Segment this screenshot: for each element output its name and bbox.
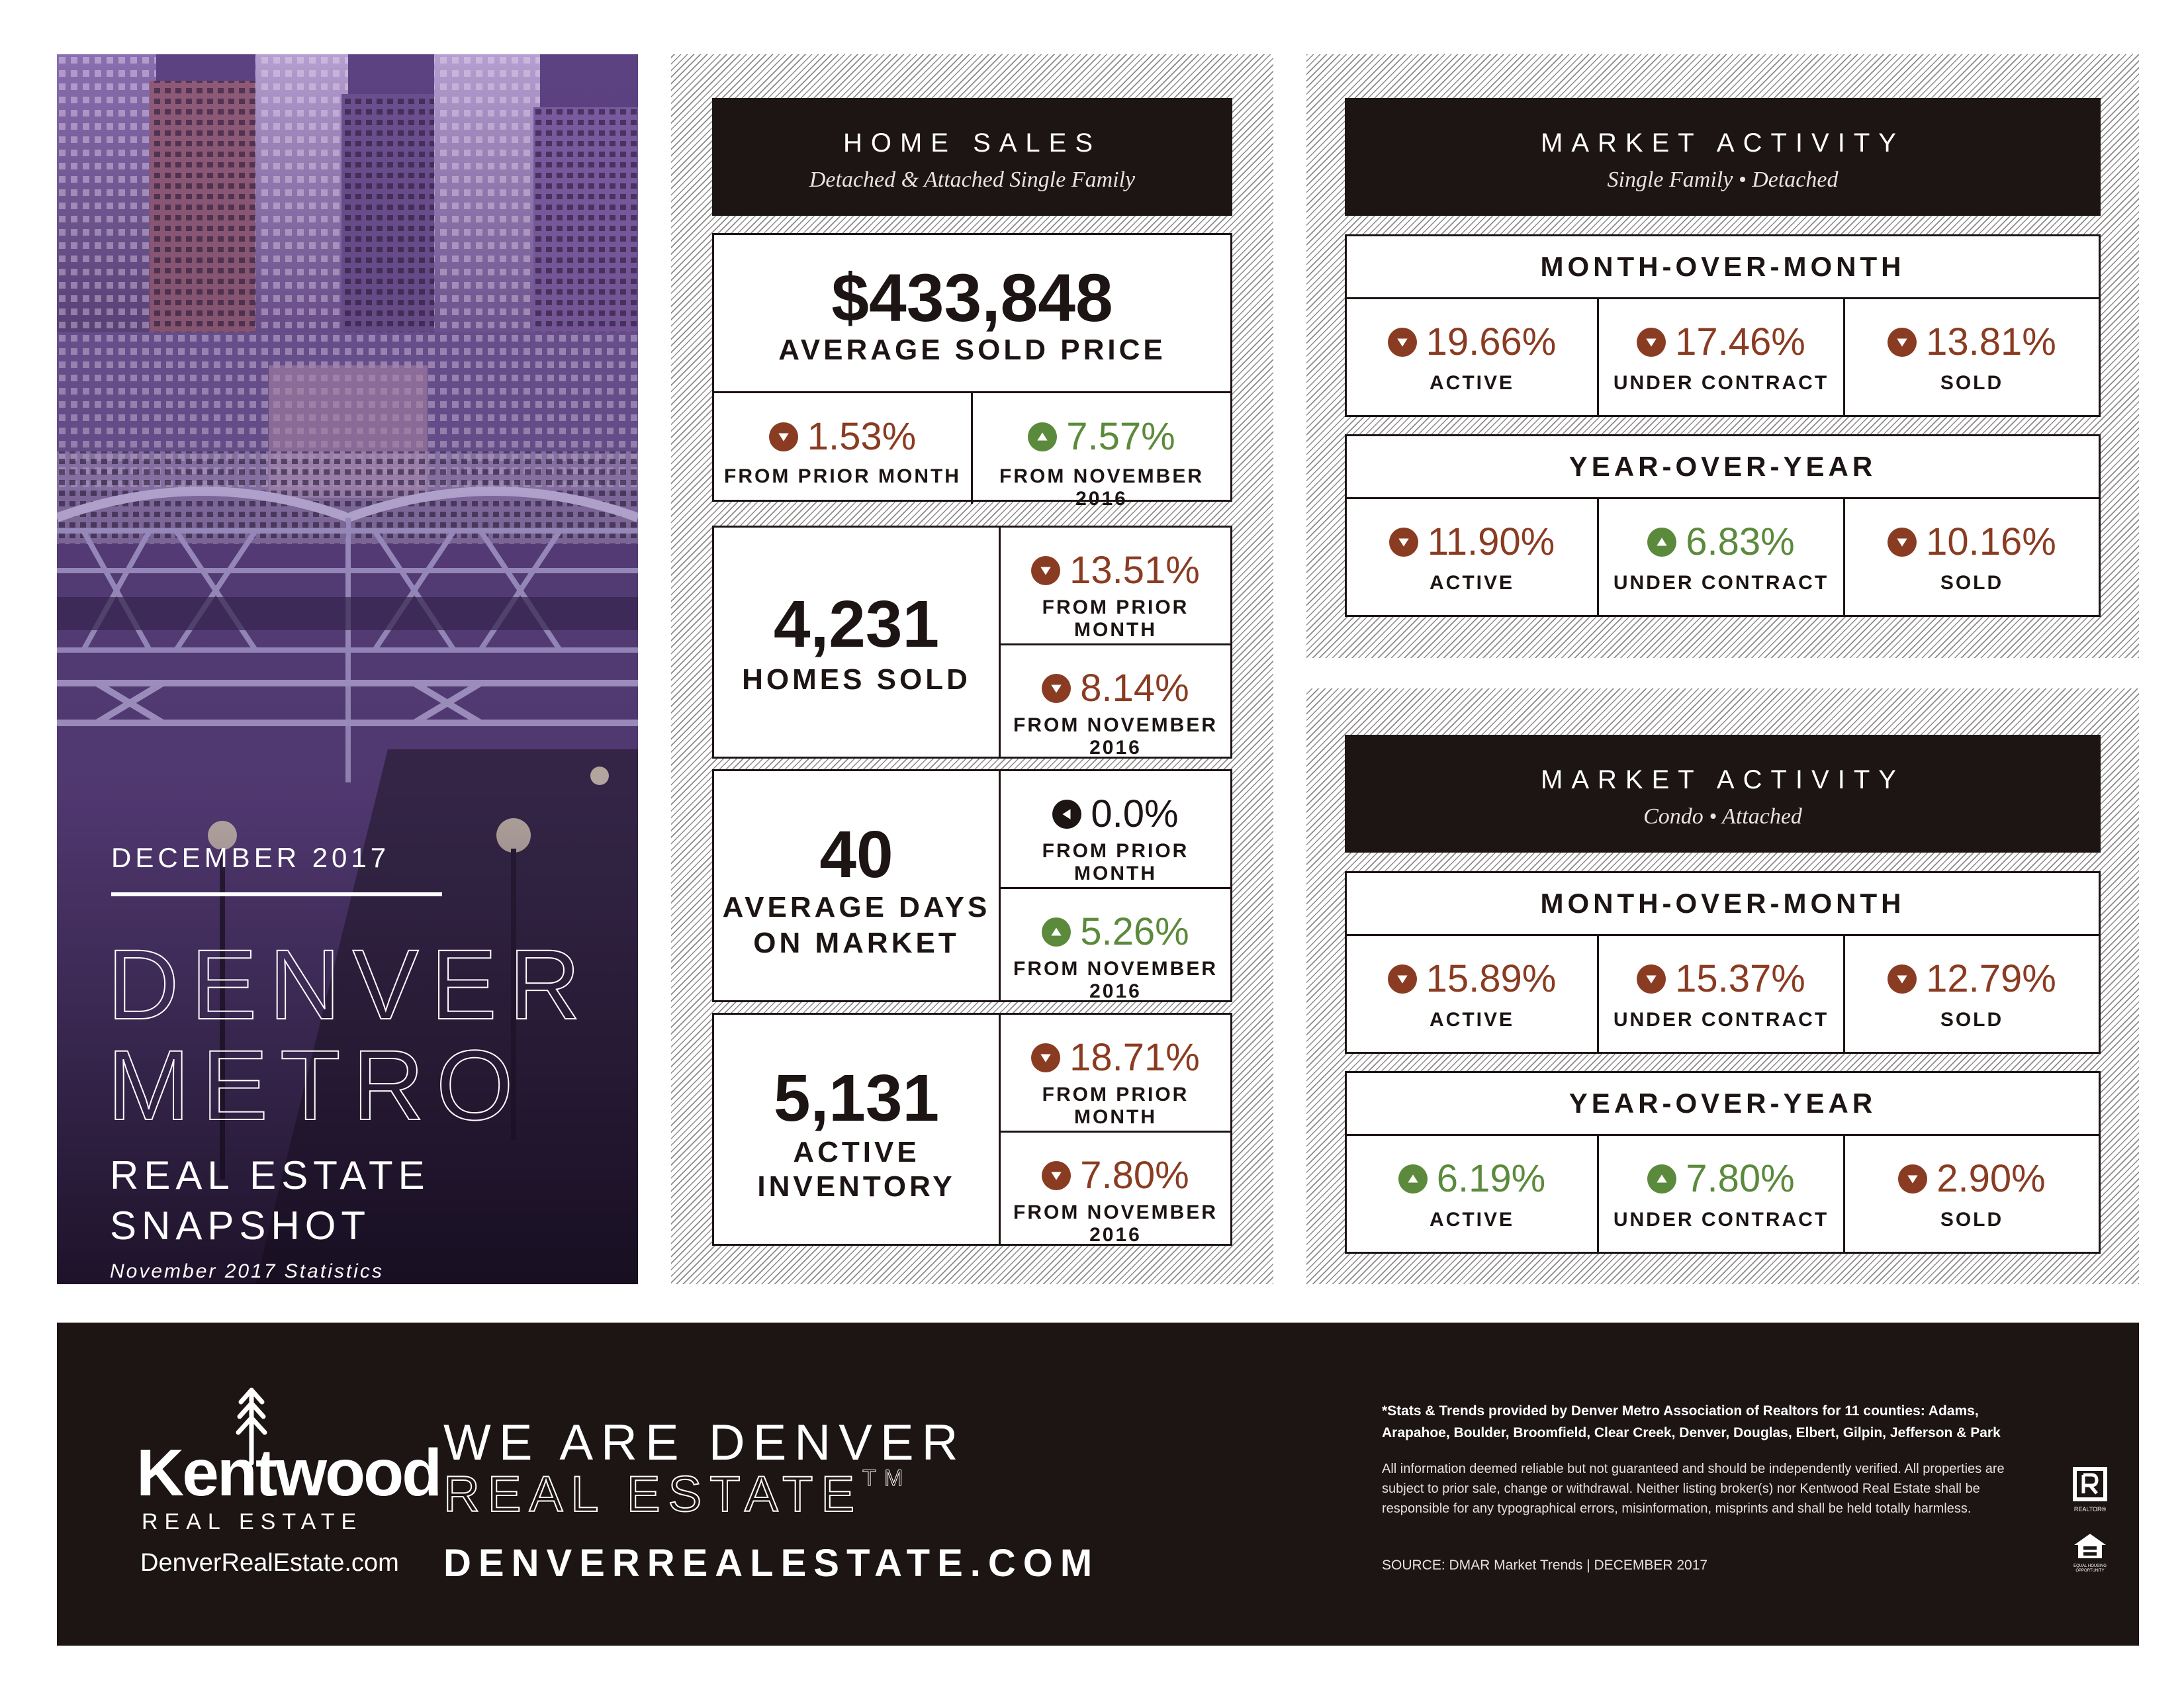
- triangle-down-icon: [1388, 964, 1417, 994]
- stat-label: FROM PRIOR MONTH: [1042, 840, 1189, 884]
- homes-sold-card: [712, 526, 1232, 759]
- footer: [57, 1323, 2139, 1646]
- stat-value: 2.90%: [1936, 1157, 2046, 1200]
- disclaimer-text: All information deemed reliable but not guaranteed and should be independently verified. All properties are subject to prior sale, change or withdrawal. Neither listing broker(s) nor Kentwood Real Estate shall be responsible for any typographical errors, misinformation, misprints and shall be held totally harmless.: [1382, 1462, 2005, 1516]
- stat-value: 6.19%: [1436, 1157, 1546, 1200]
- attached-mom-card: [1345, 871, 2101, 1054]
- triangle-up-icon: [1042, 917, 1071, 947]
- days-on-market-main: [714, 771, 999, 1000]
- active-inventory-prior-month: [1001, 1015, 1230, 1131]
- homes-sold-prior-year: [1001, 645, 1230, 757]
- source-text: SOURCE: DMAR Market Trends | DECEMBER 2017: [1382, 1558, 1708, 1573]
- equal-housing-badge: [2071, 1532, 2109, 1573]
- stat-label: SOLD: [1940, 1009, 2004, 1031]
- homes-sold-main: [714, 528, 999, 757]
- stat-value: 19.66%: [1426, 320, 1557, 363]
- kentwood-logo: Kentwood: [136, 1436, 441, 1510]
- avg-price-prior-month: [714, 391, 971, 504]
- realtor-r-icon: [2071, 1466, 2109, 1503]
- market-detached-subtitle: Single Family • Detached: [1607, 167, 1839, 192]
- detached-mom-under-contract: [1599, 299, 1843, 415]
- detached-mom-card: [1345, 234, 2101, 417]
- detached-yoy-sold: [1845, 499, 2099, 615]
- triangle-down-icon: [1888, 328, 1917, 357]
- attached-yoy-label: YEAR-OVER-YEAR: [1569, 1088, 1877, 1119]
- market-attached-header: [1345, 735, 2101, 853]
- stat-value: 0.0%: [1091, 792, 1179, 835]
- stat-label: ACTIVE: [1429, 572, 1514, 594]
- realtor-badge: [2071, 1466, 2109, 1513]
- hero-stats-note: November 2017 Statistics: [110, 1260, 384, 1282]
- triangle-down-icon: [1388, 328, 1417, 357]
- attached-yoy-card: [1345, 1071, 2101, 1254]
- stat-label: FROM NOVEMBER 2016: [1013, 714, 1218, 759]
- stat-value: 15.89%: [1426, 957, 1557, 1000]
- stat-value: 6.83%: [1686, 520, 1795, 563]
- stat-value: 13.81%: [1926, 320, 2056, 363]
- stat-label: FROM NOVEMBER 2016: [999, 465, 1204, 510]
- stat-label: SOLD: [1940, 372, 2004, 394]
- triangle-down-icon: [1898, 1164, 1927, 1194]
- stat-value: 18.71%: [1069, 1036, 1200, 1079]
- homes-sold-label: HOMES SOLD: [742, 663, 971, 696]
- equal-housing-icon: [2071, 1532, 2109, 1561]
- active-inventory-card: [712, 1013, 1232, 1246]
- hero-subtitle-snapshot: SNAPSHOT: [110, 1203, 371, 1248]
- stat-value: 8.14%: [1080, 667, 1189, 710]
- tagline-line2-text: REAL ESTATE: [443, 1466, 863, 1523]
- detached-yoy-label: YEAR-OVER-YEAR: [1569, 451, 1877, 482]
- stat-value: 15.37%: [1675, 957, 1805, 1000]
- active-inventory-label-line2: INVENTORY: [757, 1170, 956, 1203]
- stat-value: 7.80%: [1080, 1154, 1189, 1197]
- triangle-up-icon: [1398, 1164, 1428, 1194]
- triangle-down-icon: [1042, 674, 1071, 703]
- attached-mom-active: [1347, 936, 1597, 1052]
- equal-housing-text: EQUAL HOUSING OPPORTUNITY: [2073, 1564, 2107, 1573]
- stat-label: SOLD: [1940, 572, 2004, 594]
- trademark: TM: [862, 1466, 911, 1491]
- days-on-market-prior-month: [1001, 771, 1230, 887]
- hero-subtitle-real-estate: REAL ESTATE: [110, 1153, 430, 1197]
- days-on-market-card: [712, 769, 1232, 1002]
- market-attached-subtitle: Condo • Attached: [1643, 804, 1802, 829]
- hero-date: DECEMBER 2017: [111, 842, 390, 873]
- stat-value: 10.16%: [1926, 520, 2056, 563]
- market-detached-header: [1345, 98, 2101, 216]
- days-on-market-prior-year: [1001, 889, 1230, 1000]
- stat-label: FROM PRIOR MONTH: [1042, 1084, 1189, 1128]
- attached-mom-under-contract: [1599, 936, 1843, 1052]
- stat-value: 17.46%: [1675, 320, 1805, 363]
- attached-mom-label: MONTH-OVER-MONTH: [1540, 888, 1905, 919]
- home-sales-subtitle: Detached & Attached Single Family: [809, 167, 1136, 192]
- attached-mom-sold: [1845, 936, 2099, 1052]
- stat-label: UNDER CONTRACT: [1613, 1209, 1829, 1231]
- stat-label: UNDER CONTRACT: [1613, 372, 1829, 394]
- triangle-up-icon: [1028, 422, 1057, 451]
- kentwood-logo-sub: REAL ESTATE: [142, 1509, 363, 1534]
- triangle-down-icon: [1031, 1043, 1060, 1072]
- stat-value: 11.90%: [1427, 520, 1555, 563]
- days-on-market-label-line1: AVERAGE DAYS: [722, 891, 991, 923]
- tagline-line1: WE ARE DENVER: [443, 1415, 966, 1471]
- attached-yoy-sold: [1845, 1136, 2099, 1252]
- stat-label: FROM NOVEMBER 2016: [1013, 1201, 1218, 1246]
- avg-price-value: $433,848: [831, 260, 1113, 336]
- stat-value: 7.80%: [1686, 1157, 1795, 1200]
- disclaimer-counties: *Stats & Trends provided by Denver Metro Association of Realtors for 11 counties: Adams, Arapahoe, Boulder, Broomfield, Clear Creek, Denver, Douglas, Elbert, Gilpin, Jefferson & Park: [1382, 1403, 2001, 1440]
- hero-divider: [111, 892, 442, 896]
- active-inventory-main: [714, 1015, 999, 1244]
- homes-sold-prior-month: [1001, 528, 1230, 643]
- detached-yoy-card: [1345, 434, 2101, 617]
- stat-label: FROM PRIOR MONTH: [724, 465, 961, 487]
- stat-value: 13.51%: [1069, 549, 1200, 592]
- triangle-down-icon: [1888, 528, 1917, 557]
- website-link[interactable]: DENVERREALESTATE.COM: [443, 1542, 1100, 1585]
- detached-mom-active: [1347, 299, 1597, 415]
- avg-price-card: [712, 233, 1232, 510]
- hero-title-denver: DENVER: [107, 929, 593, 1040]
- home-sales-title: HOME SALES: [842, 128, 1102, 158]
- triangle-down-icon: [1637, 328, 1666, 357]
- realtor-badge-text: REALTOR®: [2073, 1506, 2107, 1513]
- stat-label: ACTIVE: [1429, 1009, 1514, 1031]
- avg-price-label: AVERAGE SOLD PRICE: [778, 334, 1166, 366]
- active-inventory-prior-year: [1001, 1133, 1230, 1244]
- triangle-down-icon: [1042, 1161, 1071, 1190]
- stat-label: ACTIVE: [1429, 372, 1514, 394]
- days-on-market-value: 40: [819, 818, 893, 892]
- detached-yoy-under-contract: [1599, 499, 1843, 615]
- detached-mom-sold: [1845, 299, 2099, 415]
- stat-label: FROM NOVEMBER 2016: [1013, 958, 1218, 1002]
- stat-value: 5.26%: [1080, 910, 1189, 953]
- triangle-left-icon: [1052, 800, 1081, 829]
- triangle-down-icon: [1888, 964, 1917, 994]
- market-detached-title: MARKET ACTIVITY: [1541, 128, 1905, 158]
- homes-sold-value: 4,231: [773, 587, 940, 661]
- attached-yoy-active: [1347, 1136, 1597, 1252]
- home-sales-header: [712, 98, 1232, 216]
- days-on-market-label-line2: ON MARKET: [753, 927, 960, 959]
- detached-yoy-active: [1347, 499, 1597, 615]
- triangle-down-icon: [1031, 556, 1060, 585]
- triangle-up-icon: [1647, 528, 1676, 557]
- avg-price-prior-year: [973, 391, 1230, 510]
- attached-yoy-under-contract: [1599, 1136, 1843, 1252]
- hero-panel: [57, 54, 638, 1284]
- market-attached-title: MARKET ACTIVITY: [1541, 765, 1905, 794]
- stat-label: ACTIVE: [1429, 1209, 1514, 1231]
- triangle-up-icon: [1647, 1164, 1676, 1194]
- stat-value: 7.57%: [1066, 415, 1175, 458]
- detached-mom-label: MONTH-OVER-MONTH: [1540, 251, 1905, 282]
- tagline-line2: [443, 1466, 911, 1523]
- triangle-down-icon: [769, 422, 798, 451]
- triangle-down-icon: [1637, 964, 1666, 994]
- active-inventory-label-line1: ACTIVE: [793, 1136, 920, 1168]
- hero-title-metro: METRO: [107, 1029, 525, 1141]
- active-inventory-value: 5,131: [773, 1061, 940, 1135]
- stat-label: FROM PRIOR MONTH: [1042, 596, 1189, 641]
- stat-label: UNDER CONTRACT: [1613, 1009, 1829, 1031]
- kentwood-url[interactable]: DenverRealEstate.com: [140, 1549, 399, 1577]
- stat-label: UNDER CONTRACT: [1613, 572, 1829, 594]
- stat-value: 1.53%: [807, 415, 917, 458]
- stat-value: 12.79%: [1926, 957, 2056, 1000]
- stat-label: SOLD: [1940, 1209, 2004, 1231]
- triangle-down-icon: [1389, 528, 1418, 557]
